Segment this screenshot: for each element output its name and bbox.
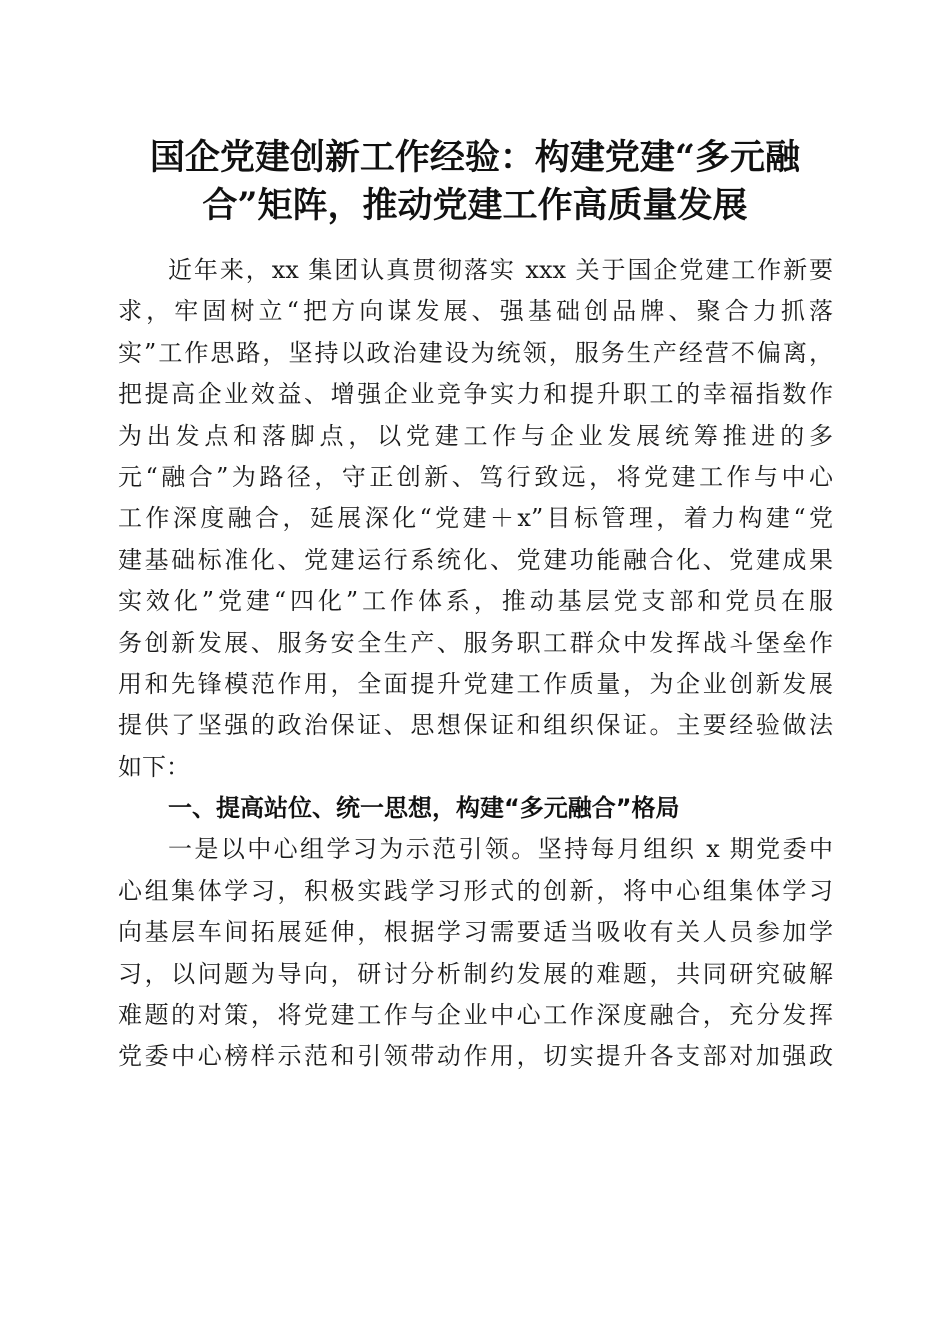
paragraph-line: 元“融合”为路径，守正创新、笃行致远，将党建工作与中心 — [118, 462, 833, 491]
title-line-1: 国企党建创新工作经验：构建党建“多元融 — [149, 137, 801, 178]
document-title — [110, 134, 840, 230]
paragraph-line: 向基层车间拓展延伸，根据学习需要适当吸收有关人员参加学 — [118, 918, 833, 947]
title-line-2: 合”矩阵，推动党建工作高质量发展 — [202, 185, 748, 226]
paragraph-line: 近年来，xx 集团认真贯彻落实 xxx 关于国企党建工作新要 — [168, 256, 833, 284]
paragraph-line: 务创新发展、服务安全生产、服务职工群众中发挥战斗堡垒作 — [118, 628, 833, 657]
paragraph-line: 求，牢固树立“把方向谋发展、强基础创品牌、聚合力抓落 — [118, 297, 833, 326]
paragraph-line: 为出发点和落脚点，以党建工作与企业发展统筹推进的多 — [118, 421, 833, 450]
section-heading: 一、提高站位、统一思想，构建“多元融合”格局 — [168, 794, 680, 823]
paragraph-line: 习，以问题为导向，研讨分析制约发展的难题，共同研究破解 — [118, 959, 833, 988]
paragraph-line: 建基础标准化、党建运行系统化、党建功能融合化、党建成果 — [118, 545, 833, 574]
paragraph-line: 如下： — [118, 752, 190, 781]
paragraph-line: 实效化”党建“四化”工作体系，推动基层党支部和党员在服 — [118, 587, 833, 616]
paragraph-line: 党委中心榜样示范和引领带动作用，切实提升各支部对加强政 — [118, 1042, 833, 1071]
intro-paragraph — [118, 250, 833, 788]
paragraph-line: 提供了坚强的政治保证、思想保证和组织保证。主要经验做法 — [118, 711, 833, 740]
paragraph-line: 一是以中心组学习为示范引领。坚持每月组织 x 期党委中 — [168, 835, 833, 864]
paragraph-line: 难题的对策，将党建工作与企业中心工作深度融合，充分发挥 — [118, 1001, 833, 1030]
paragraph-line: 用和先锋模范作用，全面提升党建工作质量，为企业创新发展 — [118, 669, 833, 698]
paragraph-line: 实”工作思路，坚持以政治建设为统领，服务生产经营不偏离， — [118, 338, 833, 367]
paragraph-line: 心组集体学习，积极实践学习形式的创新，将中心组集体学习 — [118, 876, 833, 905]
section-paragraph — [118, 829, 833, 1077]
paragraph-line: 工作深度融合，延展深化“党建＋x”目标管理，着力构建“党 — [118, 504, 833, 533]
document-body — [118, 250, 833, 1078]
paragraph-line: 把提高企业效益、增强企业竞争实力和提升职工的幸福指数作 — [118, 380, 833, 409]
